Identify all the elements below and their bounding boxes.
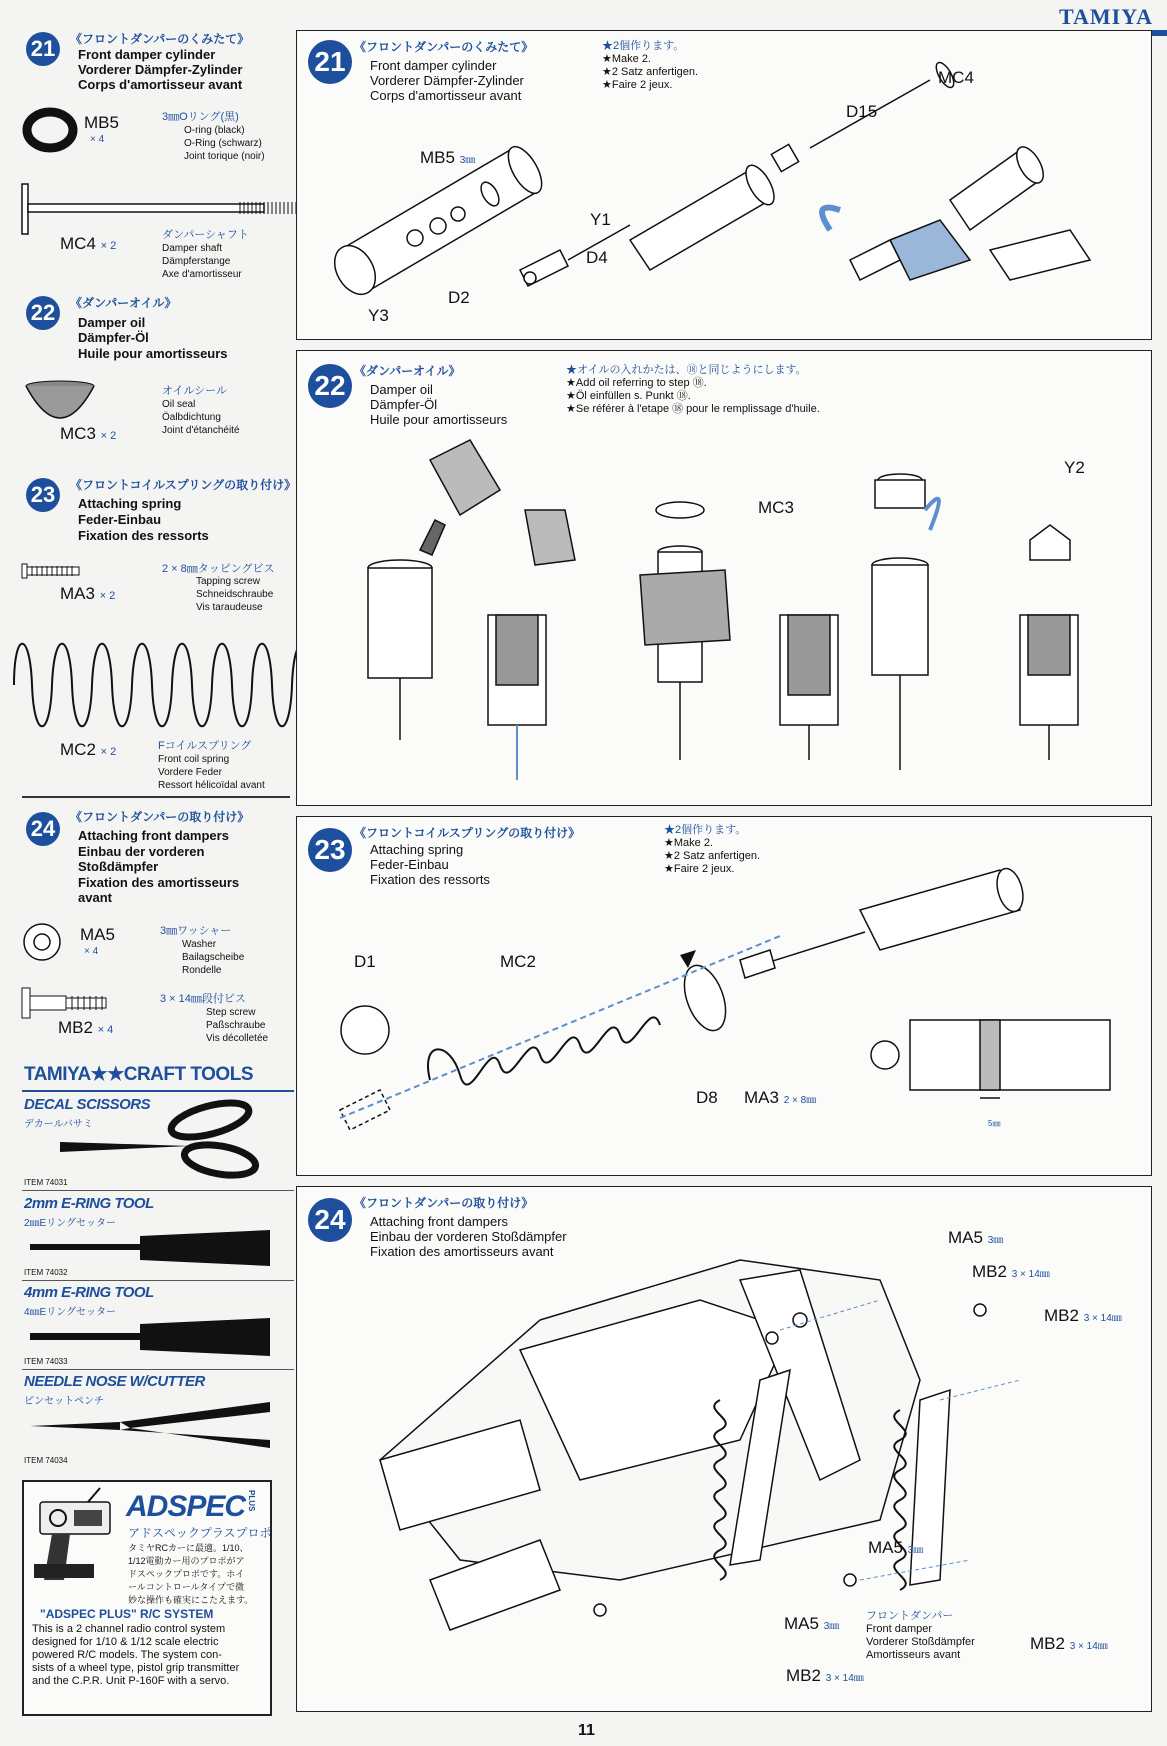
label-mb2-bottom: MB2 3 × 14㎜ [786,1666,864,1685]
label-y3: Y3 [368,306,389,325]
step-23-title-fr: Fixation des ressorts [78,528,209,543]
panel-23-title-fr: Fixation des ressorts [370,872,490,887]
part-mc4-de: Dämpferstange [162,256,231,267]
part-mc2-fr: Ressort hélicoïdal avant [158,780,265,791]
washer-part-icon [22,922,62,962]
part-ma3-fr: Vis taraudeuse [196,602,263,613]
panel-23-jp-title: 《フロントコイルスプリングの取り付け》 [354,826,581,840]
scissors-icon [60,1102,270,1182]
panel-24-title-de: Einbau der vorderen Stoßdämpfer [370,1229,567,1244]
label-d4: D4 [586,248,608,267]
part-mc4-en: Damper shaft [162,243,223,254]
part-mc3-de: Öalbdichtung [162,412,221,423]
step-22-title-de: Dämpfer-Öl [78,330,149,345]
adspec-logo: ADSPEC [126,1490,246,1523]
adspec-jp-body: タミヤRCカーに最適。1/10、 1/12電動カー用のプロポがア ドスペックプロポです。ホイ ールコントロールタイプで微 妙な操作も確実にこたえます。 [128,1543,254,1605]
panel-22-jp-title: 《ダンパーオイル》 [354,364,461,378]
needle-nose-pliers-icon [30,1400,270,1450]
panel-23-badge: 23 [308,828,352,872]
part-mc2-jp: Fコイルスプリング [158,740,252,752]
tool-needle-nose-item: ITEM 74034 [24,1456,68,1465]
step-21-title-fr: Corps d'amortisseur avant [78,77,243,92]
part-ma5-en: Washer [182,939,217,950]
part-ma5-fr: Rondelle [182,965,222,976]
label-ma5-mid: MA5 3㎜ [868,1538,924,1557]
part-ma5-jp: 3㎜ワッシャー [160,925,232,937]
step-23-title-en: Attaching spring [78,496,182,511]
adspec-title: "ADSPEC PLUS" R/C SYSTEM [40,1607,214,1621]
craft-tools-title: TAMIYA★★CRAFT TOOLS [24,1064,253,1085]
part-mc3-en: Oil seal [162,399,196,410]
step-screw-part-icon [22,988,112,1018]
part-mc4-code: MC4 × 2 [60,234,117,253]
panel-22-badge: 22 [308,364,352,408]
tool-decal-scissors-item: ITEM 74031 [24,1178,68,1187]
part-ma3-code: MA3 × 2 [60,584,116,603]
label-ma5-top: MA5 3㎜ [948,1228,1004,1247]
tool-divider [22,1369,294,1370]
part-ma5-de: Bailagscheibe [182,952,245,963]
panel-24-title-en: Attaching front dampers [370,1214,509,1229]
adspec-body: This is a 2 channel radio control system designed for 1/10 & 1/12 scale electric powered R/C models. The system con- sists of a wheel type, pistol grip transmitter and the C.P.R. Unit P-160F with a servo. [32,1623,240,1687]
oil-seal-part-icon [25,380,95,430]
tool-4mm-ering-name: 4mm E-RING TOOL [24,1284,154,1301]
part-mb5-code: MB5 [84,113,119,132]
part-mc2-code: MC2 × 2 [60,740,117,759]
e-ring-tool-2mm-icon [30,1230,270,1266]
tamiya-brand-logo: TAMIYA [1058,4,1153,29]
label-d8: D8 [696,1088,718,1107]
step-23-jp-title: 《フロントコイルスプリングの取り付け》 [70,478,297,492]
step-23-badge: 23 [26,478,60,512]
label-dimension-5mm: 5㎜ [988,1119,1001,1128]
panel-21-title-fr: Corps d'amortisseur avant [370,88,522,103]
panel-21-title-en: Front damper cylinder [370,58,497,73]
tool-4mm-ering-item: ITEM 74033 [24,1357,68,1366]
part-mc2-de: Vordere Feder [158,767,222,778]
panel-21-title-de: Vorderer Dämpfer-Zylinder [370,73,524,88]
damper-oil-diagram [340,440,1140,800]
step-22-jp-title: 《ダンパーオイル》 [70,296,177,310]
tool-divider [22,1190,294,1191]
part-ma3-en: Tapping screw [196,576,260,587]
step-23-title-de: Feder-Einbau [78,512,162,527]
part-mb2-de: Paßschraube [206,1020,266,1031]
label-d15: D15 [846,102,878,121]
label-mc4: MC4 [938,68,974,87]
step-24-title-en: Attaching front dampers [78,828,229,843]
step-24-title-fr2: avant [78,890,112,905]
tool-decal-scissors-name: DECAL SCISSORS [24,1096,151,1113]
panel-23-title-de: Feder-Einbau [370,857,449,872]
front-damper-caption: フロントダンパー Front damper Vorderer Stoßdämpfer Amortisseurs avant [866,1610,975,1661]
label-y1: Y1 [590,210,611,229]
e-ring-tool-4mm-icon [30,1318,270,1356]
transmitter-image [30,1488,120,1586]
panel-21-badge: 21 [308,40,352,84]
part-mb5-qty: × 4 [90,134,105,145]
step-21-jp-title: 《フロントダンパーのくみたて》 [70,32,250,46]
part-mc3-fr: Joint d'étanchéité [162,425,240,436]
label-mb2-top: MB2 3 × 14㎜ [972,1262,1050,1281]
tool-2mm-ering-name: 2mm E-RING TOOL [24,1195,154,1212]
tool-divider [22,1280,294,1281]
adspec-jp-title: アドスペックプラスプロポ [128,1526,272,1540]
panel-21-notes: ★2個作ります。 ★Make 2. ★2 Satz anfertigen. ★Faire 2 jeux. [602,40,699,91]
o-ring-part-icon [25,110,75,150]
tool-needle-nose-name: NEEDLE NOSE W/CUTTER [24,1373,205,1390]
part-mc2-en: Front coil spring [158,754,230,765]
part-mc3-code: MC3 × 2 [60,424,117,443]
panel-22-title-fr: Huile pour amortisseurs [370,412,508,427]
tapping-screw-part-icon [22,562,84,580]
panel-24-jp-title: 《フロントダンパーの取り付け》 [354,1196,534,1210]
part-ma5-qty: × 4 [84,946,99,957]
label-d1: D1 [354,952,376,971]
tool-2mm-ering-jp: 2㎜Eリングセッター [24,1218,117,1229]
coil-spring-assembly-diagram [320,850,1140,1160]
step-24-badge: 24 [26,812,60,846]
step-22-title-en: Damper oil [78,315,146,330]
craft-tools-rule [22,1090,294,1092]
step-21-title-de: Vorderer Dämpfer-Zylinder [78,62,243,77]
part-ma3-jp: 2 × 8㎜タッピングビス [162,563,275,575]
part-mb5-jp: 3㎜Oリング(黒) [162,111,239,123]
label-mb2-right: MB2 3 × 14㎜ [1044,1306,1122,1325]
panel-22-notes: ★オイルの入れかたは、⑱と同じようにします。 ★Add oil referring to step ⑱. ★Öl einfüllen s. Punkt ⑱. ★Se référer à l'etape ⑱ pour le remplissage d'huile. [566,364,820,415]
part-mc3-jp: オイルシール [162,385,227,397]
panel-24-badge: 24 [308,1198,352,1242]
part-mb5-fr: Joint torique (noir) [184,151,265,162]
step-24-title-fr: Fixation des amortisseurs [78,875,240,890]
part-mb2-code: MB2 × 4 [58,1018,114,1037]
sidebar-divider [22,796,290,798]
part-mb2-fr: Vis décolletée [206,1033,269,1044]
part-mc4-fr: Axe d'amortisseur [162,269,242,280]
step-22-title-fr: Huile pour amortisseurs [78,346,228,361]
label-y2: Y2 [1064,458,1085,477]
step-24-title-de2: Stoßdämpfer [78,859,159,874]
label-mb2-bottom-right: MB2 3 × 14㎜ [1030,1634,1108,1653]
part-mb5-en: O-ring (black) [184,125,245,136]
step-21-badge: 21 [26,32,60,66]
part-mc4-jp: ダンパーシャフト [162,229,249,241]
step-24-jp-title: 《フロントダンパーの取り付け》 [70,810,250,824]
panel-22-title-en: Damper oil [370,382,433,397]
panel-23-title-en: Attaching spring [370,842,464,857]
part-ma3-de: Schneidschraube [196,589,274,600]
adspec-logo-plus: PLUS [247,1490,256,1512]
label-d2: D2 [448,288,470,307]
step-21-title-en: Front damper cylinder [78,47,216,62]
label-ma5-bottom: MA5 3㎜ [784,1614,840,1633]
panel-21-jp-title: 《フロントダンパーのくみたて》 [354,40,534,54]
part-mb2-en: Step screw [206,1007,256,1018]
tool-4mm-ering-jp: 4㎜Eリングセッター [24,1307,117,1318]
page-number: 11 [578,1722,595,1739]
tool-needle-nose-jp: ピンセットペンチ [24,1396,104,1407]
panel-23-notes: ★2個作ります。 ★Make 2. ★2 Satz anfertigen. ★Faire 2 jeux. [664,824,761,875]
label-ma3: MA3 2 × 8㎜ [744,1088,817,1107]
panel-24-title-fr: Fixation des amortisseurs avant [370,1244,554,1259]
tool-decal-scissors-jp: デカールバサミ [24,1119,93,1130]
front-damper-chassis-diagram [320,1260,1120,1700]
label-mb5: MB5 3㎜ [420,148,476,167]
tool-2mm-ering-item: ITEM 74032 [24,1268,68,1277]
label-mc3: MC3 [758,498,794,517]
panel-22-title-de: Dämpfer-Öl [370,397,438,412]
step-22-badge: 22 [26,296,60,330]
label-mc2: MC2 [500,952,536,971]
step-24-title-de: Einbau der vorderen [78,844,205,859]
part-mb5-de: O-Ring (schwarz) [184,138,262,149]
coil-spring-part-icon [10,630,340,740]
part-mb2-jp: 3 × 14㎜段付ビス [160,993,246,1005]
part-ma5-code: MA5 [80,925,115,944]
